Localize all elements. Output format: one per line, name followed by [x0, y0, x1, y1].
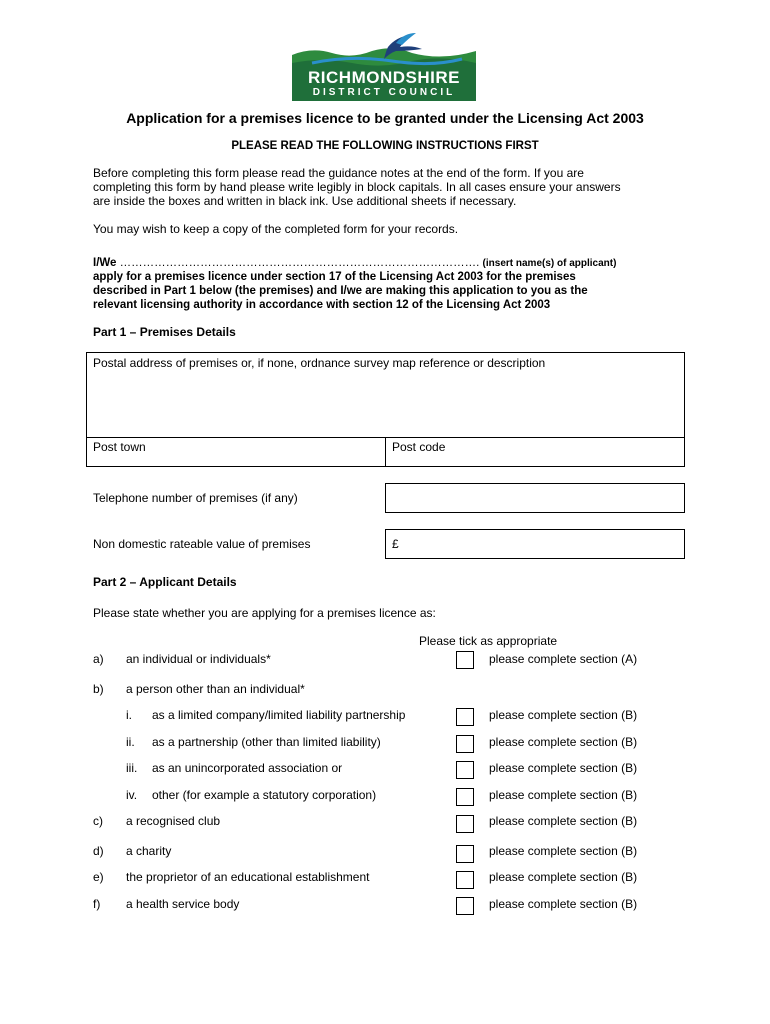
post-town-box[interactable]: [86, 437, 386, 467]
premises-address-box[interactable]: [86, 352, 685, 438]
iwe-label: I/We: [93, 257, 117, 269]
instructions-heading: PLEASE READ THE FOLLOWING INSTRUCTIONS FIRST: [231, 140, 539, 152]
post-town-label: Post town: [93, 440, 146, 454]
option-section: please complete section (B): [489, 735, 638, 749]
tick-box-other[interactable]: [456, 788, 474, 806]
page-title: Application for a premises licence to be granted under the Licensing Act 2003: [126, 110, 644, 126]
option-label: a charity: [126, 844, 172, 858]
post-code-label: Post code: [392, 440, 446, 454]
option-letter: a): [93, 652, 104, 666]
applicant-name-dots[interactable]: ………………………………………………………………………………….: [119, 257, 480, 269]
part1-heading: Part 1 – Premises Details: [93, 325, 236, 339]
rateable-value-input[interactable]: [385, 529, 685, 559]
option-letter: i.: [126, 708, 132, 722]
declaration-first-line: [93, 256, 616, 271]
tick-box-unincorporated[interactable]: [456, 761, 474, 779]
option-letter: iv.: [126, 788, 138, 802]
council-logo: [292, 33, 476, 103]
council-name-line1: RICHMONDSHIRE: [308, 68, 460, 87]
option-letter: c): [93, 814, 103, 828]
option-section: please complete section (B): [489, 897, 638, 911]
option-letter: iii.: [126, 761, 138, 775]
intro-line-3: are inside the boxes and written in black ink. Use additional sheets if necessary.: [93, 194, 517, 208]
telephone-label: Telephone number of premises (if any): [93, 491, 298, 505]
insert-name-note: (insert name(s) of applicant): [482, 258, 617, 269]
telephone-input[interactable]: [385, 483, 685, 513]
tick-box-educational[interactable]: [456, 871, 474, 889]
option-label: a person other than an individual*: [126, 682, 305, 696]
option-section: please complete section (B): [489, 708, 638, 722]
intro-line-1: Before completing this form please read the guidance notes at the end of the form. If you are: [93, 166, 584, 180]
option-label: other (for example a statutory corporation): [152, 788, 377, 802]
applicant-type-question: Please state whether you are applying for a premises licence as:: [93, 606, 436, 620]
post-code-box[interactable]: [385, 437, 685, 467]
declaration-line-2: described in Part 1 below (the premises) and I/we are making this application to you as the: [93, 285, 588, 297]
option-section: please complete section (B): [489, 761, 638, 775]
currency-symbol: £: [392, 537, 399, 551]
option-letter: ii.: [126, 735, 135, 749]
declaration-line-3: relevant licensing authority in accordance with section 12 of the Licensing Act 2003: [93, 299, 551, 311]
option-label: the proprietor of an educational establishment: [126, 870, 370, 884]
option-section: please complete section (B): [489, 814, 638, 828]
option-letter: b): [93, 682, 104, 696]
council-name-line2: DISTRICT COUNCIL: [312, 87, 456, 98]
option-letter: d): [93, 844, 104, 858]
option-section: please complete section (A): [489, 652, 638, 666]
option-label: as a partnership (other than limited liability): [152, 735, 381, 749]
tick-box-health-service[interactable]: [456, 897, 474, 915]
tick-box-charity[interactable]: [456, 845, 474, 863]
premises-address-label: Postal address of premises or, if none, ordnance survey map reference or description: [93, 356, 546, 370]
option-label: an individual or individuals*: [126, 652, 271, 666]
option-label: as an unincorporated association or: [152, 761, 343, 775]
option-section: please complete section (B): [489, 788, 638, 802]
rateable-value-label: Non domestic rateable value of premises: [93, 537, 311, 551]
tick-box-individual[interactable]: [456, 651, 474, 669]
option-letter: e): [93, 870, 104, 884]
tick-box-limited-company[interactable]: [456, 708, 474, 726]
part2-heading: Part 2 – Applicant Details: [93, 575, 237, 589]
option-section: please complete section (B): [489, 844, 638, 858]
intro-line-2: completing this form by hand please write legibly in block capitals. In all cases ensure your answers: [93, 180, 621, 194]
copy-note: You may wish to keep a copy of the completed form for your records.: [93, 222, 459, 236]
landscape-bird-icon: [292, 33, 476, 73]
option-section: please complete section (B): [489, 870, 638, 884]
tick-box-partnership[interactable]: [456, 735, 474, 753]
tick-box-recognised-club[interactable]: [456, 815, 474, 833]
option-letter: f): [93, 897, 101, 911]
tick-header: Please tick as appropriate: [419, 634, 558, 648]
option-label: a health service body: [126, 897, 240, 911]
option-label: as a limited company/limited liability partnership: [152, 708, 406, 722]
council-name-panel: [292, 69, 476, 101]
declaration-line-1: apply for a premises licence under section 17 of the Licensing Act 2003 for the premises: [93, 271, 576, 283]
option-label: a recognised club: [126, 814, 221, 828]
